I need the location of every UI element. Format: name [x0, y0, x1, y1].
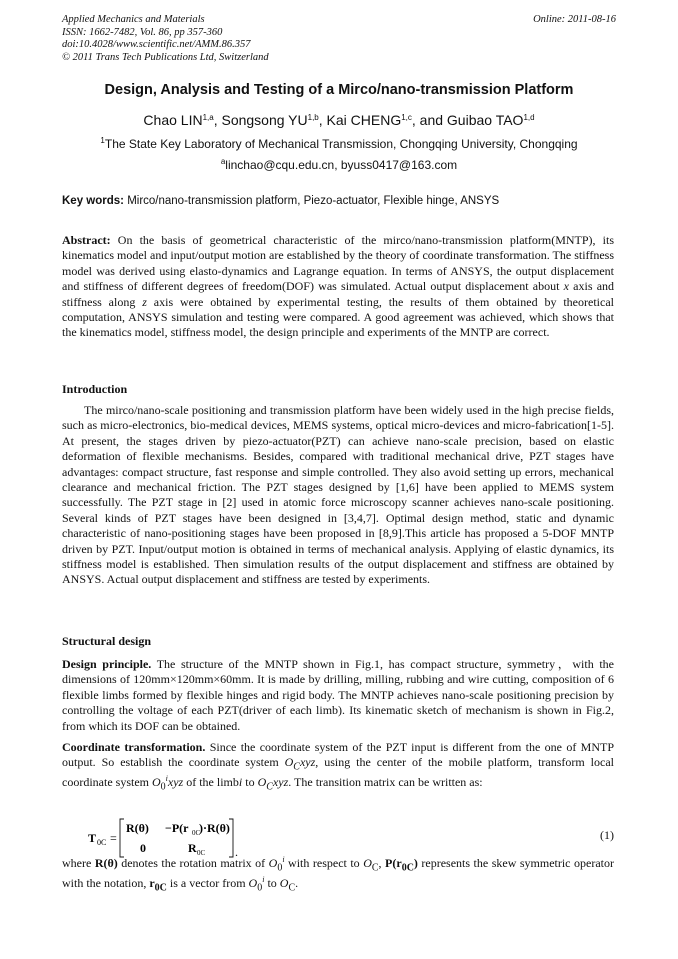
- where-symbol: O: [363, 856, 372, 870]
- matrix-r21: 0: [140, 841, 146, 855]
- introduction-paragraph: The mirco/nano-scale positioning and transmission platform have been widely used in the high precise fields, such as micro-electronics, bio-medical devices, MEMS systems, optical micro-devices and micro-fabrication[1-5]. At present, the stages driven by piezo-actuator(PZT) can achieve nano-scale precision, based on elastic deformation of flexible mechanisms. Besides, compared with traditional mechanical drive, PZT stages have advantages: compact structure, fast response and simple controlled. They also avoid setting up errors, mechanical clearance and mechanical friction. The PZT stages designed by [1,6] have been applied to MEMS system successfully. The PZT stage in [2] used in atomic force microscopy scanner achieves nano-scale positioning. Several kinds of PZT stages have been designed in [3,4,7]. Optimal design method, static and dynamic characteristic of nano-positioning stages have been proposed in [8,9].This article has proposed a 5-DOF MNTP driven by PZT. Input/output motion is obtained in terms of mechanical analysis. Applying of elastic dynamics, its stiffness model is established. Then simulation results of the output displacement and stiffness are obtained by ANSYS. Actual output displacement and stiffness are tested by experiments.: [62, 403, 614, 587]
- online-date: Online: 2011-08-16: [533, 14, 616, 25]
- where-symbol: R(θ): [94, 856, 118, 870]
- where-text: is a vector from: [166, 875, 249, 890]
- author-separator: ,: [318, 112, 327, 128]
- where-symbol: O: [268, 856, 278, 870]
- paper-title: Design, Analysis and Testing of a Mirco/nano-transmission Platform: [104, 82, 574, 98]
- matrix-r12-tail: )·R(θ): [199, 821, 230, 835]
- keywords-label: Key words:: [62, 195, 124, 207]
- matrix-r11: R(θ): [126, 821, 149, 835]
- issn-line: ISSN: 1662-7482, Vol. 86, pp 357-360: [62, 26, 223, 38]
- where-symbol: r: [149, 875, 155, 890]
- abstract-text: axis were obtained by experimental testing, the results of them obtained by theoretical computation, ANSYS simulation and testing were compared. A good agreement was achieved, which shows that the kinematics model, stiffness model, the design principle and experiments of the MNTP are correct.: [62, 294, 614, 340]
- abstract-label: Abstract:: [62, 233, 111, 247]
- author-separator: , and: [411, 112, 447, 128]
- email-mark: a: [220, 157, 226, 166]
- coord-limb-symbol: i: [238, 775, 243, 790]
- left-bracket: [120, 819, 124, 857]
- where-symbol: O: [279, 875, 289, 890]
- where-text: represents the skew symmetric operator with the notation,: [62, 856, 614, 890]
- where-symbol: ): [413, 856, 418, 870]
- where-symbol-sub: 0: [257, 882, 263, 894]
- matrix-r12-sub: 0C: [192, 829, 201, 837]
- journal-name: Applied Mechanics and Materials: [62, 14, 205, 25]
- matrix-r12: −P(r: [165, 821, 189, 835]
- equals-sign: =: [110, 831, 117, 845]
- affiliation-mark: 1: [100, 136, 105, 145]
- design-principle-text: The structure of the MNTP shown in Fig.1, has compact structure, symmetry，with the dimensions of 120mm×120mm×60mm. It is made by drilling, milling, rubbing and wire cutting, composition of 6 flexible limbs formed by flexible hinges and rigid body. The MNTP achieves nano-scale positioning precision by controlling the voltage of each PZT(driver of each limb). Its kinematic sketch of mechanism is shown in Fig.2, from which its DOF can be obtained.: [62, 657, 615, 733]
- section-heading-introduction: Introduction: [62, 382, 128, 396]
- affiliation-text: The State Key Laboratory of Mechanical Transmission, Chongqing University, Chongqing: [104, 137, 578, 151]
- equation-period: .: [235, 845, 238, 859]
- abstract-text: On the basis of geometrical characteristic of the mirco/nano-transmission platform(MNTP), its kinematics model and input/output motion are established by the theory of coordinate transformation. The stiffness model was derived using elasto-dynamics and Lagrange equation. In terms of ANSYS, the output displacement and stiffness of different degrees of freedom(DOF) was simulated. Actual output displacement about: [62, 233, 614, 294]
- author-affiliation-mark: 1,c: [401, 113, 412, 122]
- author-name: Kai CHENG: [326, 112, 402, 128]
- author-list: [40, 112, 638, 128]
- matrix-r22: R: [188, 841, 197, 855]
- abstract-paragraph: [62, 233, 614, 341]
- email-addresses: linchao@cqu.edu.cn, byuss0417@163.com: [225, 158, 458, 172]
- coord-text: . The transition matrix can be written as:: [288, 775, 483, 790]
- transition-matrix: [88, 816, 288, 860]
- email-line: [40, 158, 638, 172]
- coord-text: , using the center of the mobile platform, transform local coordinate system: [62, 755, 615, 790]
- equation-explanation-paragraph: [62, 856, 614, 896]
- author-affiliation-mark: 1,a: [202, 113, 214, 122]
- coord-text: of the limb: [183, 775, 239, 790]
- where-text: ,: [378, 856, 386, 870]
- author-separator: ,: [213, 112, 222, 128]
- coord-symbol: O: [151, 775, 161, 790]
- where-symbol-sub: 0C: [401, 862, 414, 874]
- matrix-r22-sub: 0C: [197, 849, 206, 857]
- design-principle-label: Design principle.: [62, 657, 152, 671]
- equation-number: (1): [600, 828, 614, 842]
- coordinate-transformation-paragraph: [62, 740, 614, 795]
- abstract-var-x: x: [563, 279, 569, 294]
- where-text: .: [295, 875, 299, 890]
- equation-1: [62, 816, 614, 860]
- where-symbol: O: [248, 875, 258, 890]
- where-text: denotes the rotation matrix of: [117, 856, 269, 870]
- where-symbol-sub: C: [371, 862, 379, 874]
- where-text: to: [264, 875, 280, 890]
- author-name: Guibao TAO: [446, 112, 524, 128]
- coord-symbol: O: [284, 755, 294, 770]
- author-name: Chao LIN: [143, 112, 203, 128]
- where-symbol-sub: 0: [277, 862, 283, 874]
- coord-text: to: [242, 775, 258, 790]
- where-symbol-sub: 0C: [154, 882, 167, 894]
- author-affiliation-mark: 1,d: [523, 113, 535, 122]
- doi-line: doi:10.4028/www.scientific.net/AMM.86.357: [62, 39, 251, 50]
- keywords-text: Mirco/nano-transmission platform, Piezo-actuator, Flexible hinge, ANSYS: [124, 195, 500, 207]
- coord-symbol-sup: i: [165, 774, 168, 784]
- section-heading-structural-design: Structural design: [62, 634, 152, 648]
- affiliation: [40, 137, 638, 151]
- coord-text: Since the coordinate system of the PZT input is different from the one of MNTP output. So establish the coordinate system: [62, 740, 615, 770]
- matrix-lhs: T: [88, 831, 97, 845]
- where-text: with respect to: [284, 856, 364, 870]
- where-symbol-sub: C: [288, 882, 296, 894]
- abstract-text: axis and stiffness along: [62, 279, 615, 309]
- coord-symbol: xyz: [167, 775, 184, 790]
- coord-symbol: xyz: [299, 755, 316, 770]
- author-affiliation-mark: 1,b: [307, 113, 319, 122]
- keywords: [62, 195, 622, 207]
- coord-symbol-sub: C: [293, 761, 300, 773]
- where-symbol-sup: i: [282, 855, 285, 864]
- coord-symbol-sub: C: [266, 781, 273, 793]
- where-text: where: [62, 856, 95, 870]
- abstract-var-z: z: [142, 294, 147, 309]
- coord-symbol-sub: 0: [160, 781, 166, 793]
- where-symbol: P(r: [385, 856, 402, 870]
- copyright-line: © 2011 Trans Tech Publications Ltd, Switzerland: [62, 51, 269, 63]
- author-name: Songsong YU: [221, 112, 308, 128]
- where-symbol-sup: i: [262, 874, 265, 884]
- coord-symbol: O: [257, 775, 267, 790]
- matrix-lhs-sub: 0C: [97, 838, 107, 847]
- design-principle-paragraph: [62, 657, 614, 734]
- coordinate-transformation-label: Coordinate transformation.: [62, 740, 206, 754]
- journal-header: [62, 14, 616, 64]
- coord-symbol: xyz: [272, 775, 289, 790]
